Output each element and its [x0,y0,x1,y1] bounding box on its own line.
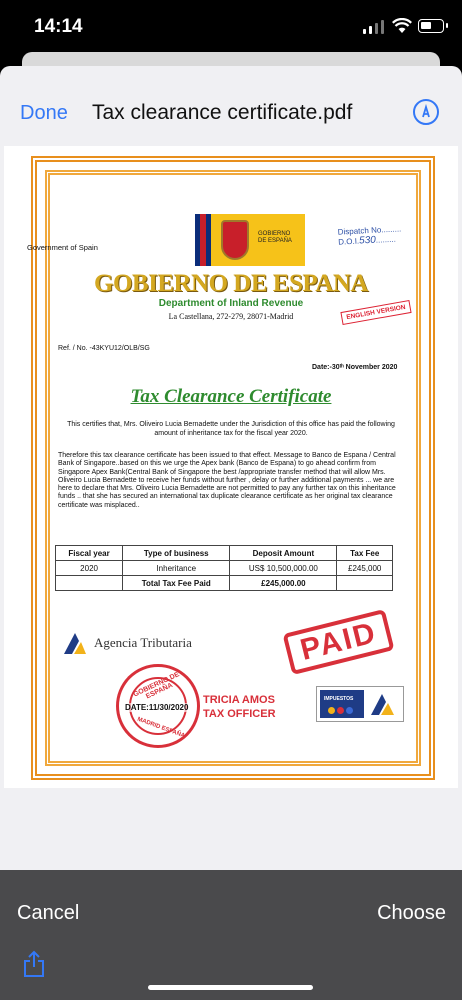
reference-number: Ref. / No. -43KYU12/OLB/SG [58,345,150,352]
bottom-toolbar [0,870,462,1000]
address: La Castellana, 272-279, 28071-Madrid [168,312,294,321]
certificate-title: Tax Clearance Certificate [130,386,332,407]
body-paragraph: Therefore this tax clearance certificate has been issued to that effect. Message to Banco de Espana / Central Bank of Singapore..based on this we urge the Apex bank (Banco de Espana) to go ahead confirm from Singapore Apex Bank(Central Bank of Singapore the best /appropriate transfer method that will allow Mrs. Oliveiro Lucia Bernadette to receive her funds without further , delay or further additional payments ... we are here to declare that Mrs. Oliveiro Lucia Bernadette are not permitted to pay any further tax on this inheritance funds .. that she has secured an international tax duplicate clearance certificate as her original tax clearance certificate was misplaced.. [58,452,396,509]
paid-stamp: PAID [282,609,394,675]
table-cell: Inheritance [123,561,230,576]
table-cell: 2020 [56,561,123,576]
document-preview-sheet [0,66,462,870]
english-version-stamp: ENGLISH VERSION [340,300,411,325]
share-icon[interactable] [22,950,46,978]
agency-logo: Agencia Tributaria [62,630,192,656]
table-cell: £245,000 [337,561,393,576]
officer-name: TRICIA AMOS [203,694,275,706]
signal-icon [363,20,384,34]
table-total-row [56,576,393,591]
total-value: £245,000.00 [230,576,337,591]
officer-signature-block [203,693,276,721]
spain-flag-logo: GOBIERNO DE ESPAÑA [195,214,305,266]
cancel-button[interactable]: Cancel [17,902,80,924]
table-header-cell: Fiscal year [56,546,123,561]
nav-bar [0,66,462,146]
agencia-tributaria-icon [62,630,88,656]
tax-table [55,545,393,591]
official-seal: GOBIERNO DE ESPAÑA DATE:11/30/2020 MADRID ESPAÑA [116,664,200,748]
government-label: Government of Spain [27,243,98,252]
total-label: Total Tax Fee Paid [123,576,230,591]
table-header-cell: Tax Fee [337,546,393,561]
wifi-icon [392,18,412,34]
status-time: 14:14 [34,16,83,37]
pdf-page [4,146,458,788]
table-row [56,561,393,576]
table-cell [56,576,123,591]
seal-date: DATE:11/30/2020 [125,703,189,712]
table-header-cell: Type of business [123,546,230,561]
document-headline: GOBIERNO DE ESPANA [94,270,368,297]
choose-button[interactable]: Choose [377,902,446,924]
table-header-cell: Deposit Amount [230,546,337,561]
document-title: Tax clearance certificate.pdf [92,101,353,124]
department-name: Department of Inland Revenue [158,298,304,309]
status-bar [0,0,462,56]
markup-pen-icon[interactable] [413,99,439,125]
intro-paragraph: This certifies that, Mrs. Oliveiro Lucia Bernadette under the Jurisdiction of this office has paid the following amount of inheritance tax for the fiscal year 2020. [67,421,395,437]
table-header-row [56,546,393,561]
impuestos-logo: IMPUESTOS [316,686,404,722]
document-date: Date:-30ᵗʰ November 2020 [312,364,398,371]
dispatch-note: Dispatch No......... D.O.I.530......... [337,224,402,247]
home-indicator [148,985,313,990]
battery-icon [418,19,444,33]
table-cell [337,576,393,591]
table-cell: US$ 10,500,000.00 [230,561,337,576]
coat-of-arms-icon [221,220,249,260]
done-button[interactable]: Done [20,102,68,124]
officer-title: TAX OFFICER [203,708,276,720]
